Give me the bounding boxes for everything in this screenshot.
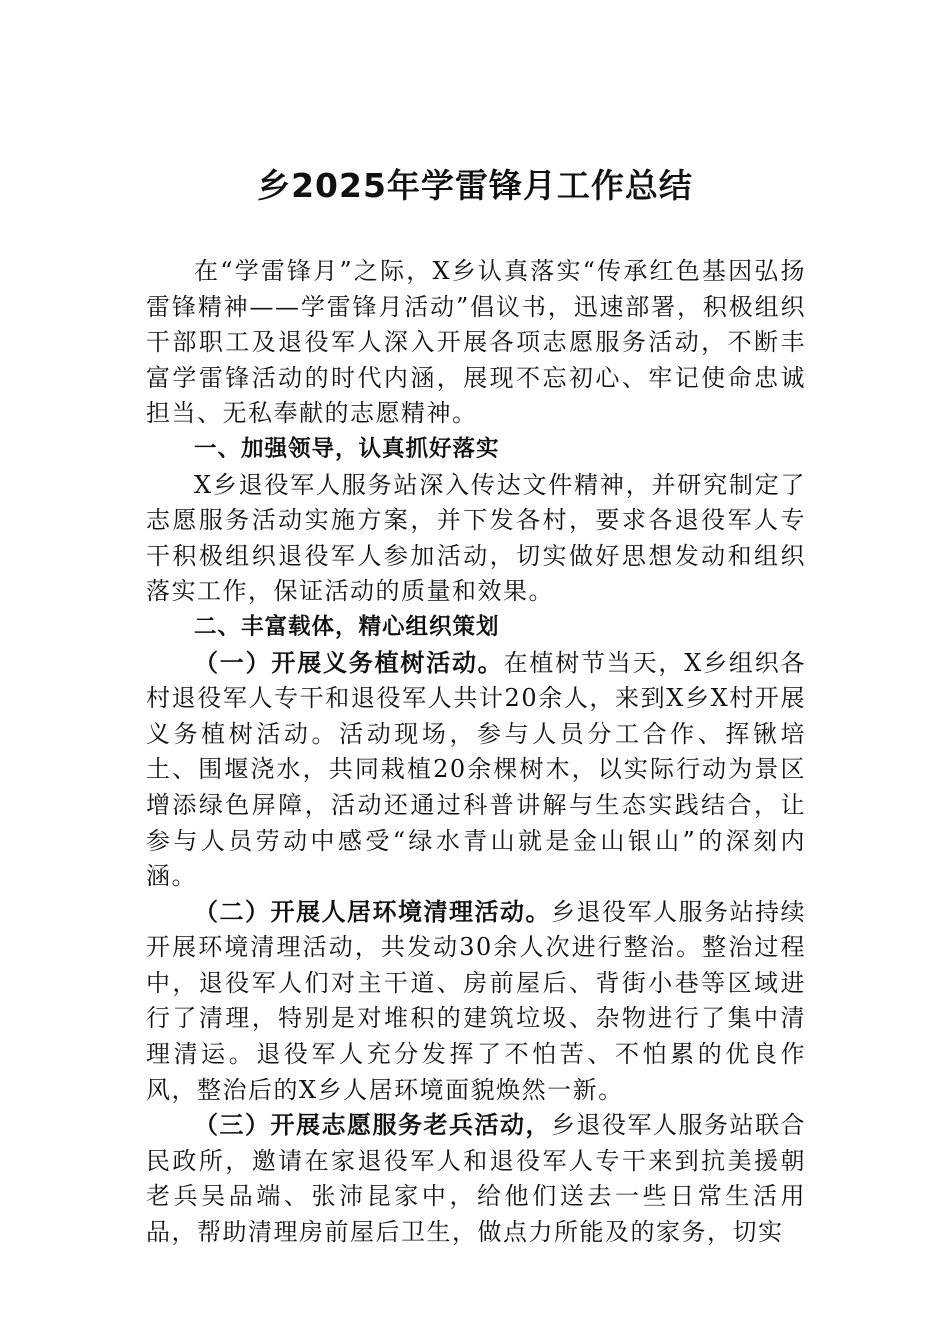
item-2-lead: （二）开展人居环境清理活动。 (194, 897, 551, 926)
item-1-lead: （一）开展义务植树活动。 (194, 648, 504, 677)
section-1-paragraph: X乡退役军人服务站深入传达文件精神，并研究制定了志愿服务活动实施方案，并下发各村，要求各退役军人专干积极组织退役军人参加活动，切实做好思想发动和组织落实工作，保证活动的质量和效果。 (146, 470, 806, 606)
section-2-item-3 (146, 1108, 806, 1250)
item-3-lead: （三）开展志愿服务老兵活动， (194, 1111, 551, 1140)
document-body (146, 254, 806, 1251)
section-2-item-2 (146, 895, 806, 1109)
item-3-text: 乡退役军人服务站联合民政所，邀请在家退役军人和退役军人专干来到抗美援朝老兵吴品端、张沛昆家中，给他们送去一些日常生活用品，帮助清理房前屋后卫生，做点力所能及的家务，切实 (146, 1111, 806, 1247)
intro-paragraph: 在“学雷锋月”之际，X乡认真落实“传承红色基因弘扬雷锋精神——学雷锋月活动”倡议书，迅速部署，积极组织干部职工及退役军人深入开展各项志愿服务活动，不断丰富学雷锋活动的时代内涵，展现不忘初心、牢记使命忠诚担当、无私奉献的志愿精神。 (146, 257, 806, 428)
item-1-text: 在植树节当天，X乡组织各村退役军人专干和退役军人共计20余人，来到X乡X村开展义务植树活动。活动现场，参与人员分工合作、挥锹培土、围堰浇水，共同栽植20余棵树木，以实际行动为景区增添绿色屏障，活动还通过科普讲解与生态实践结合，让参与人员劳动中感受“绿水青山就是金山银山”的深刻内涵。 (146, 648, 806, 891)
item-2-text: 乡退役军人服务站持续开展环境清理活动，共发动30余人次进行整治。整治过程中，退役军人们对主干道、房前屋后、背街小巷等区域进行了清理，特别是对堆积的建筑垃圾、杂物进行了集中清理清运。退役军人充分发挥了不怕苦、不怕累的优良作风，整治后的X乡人居环境面貌焕然一新。 (146, 897, 806, 1104)
section-2-item-1 (146, 646, 806, 895)
section-heading-2: 二、丰富载体，精心组织策划 (194, 613, 500, 640)
page-title: 乡2025年学雷锋月工作总结 (257, 166, 693, 205)
section-heading-1: 一、加强领导，认真抓好落实 (194, 435, 500, 462)
